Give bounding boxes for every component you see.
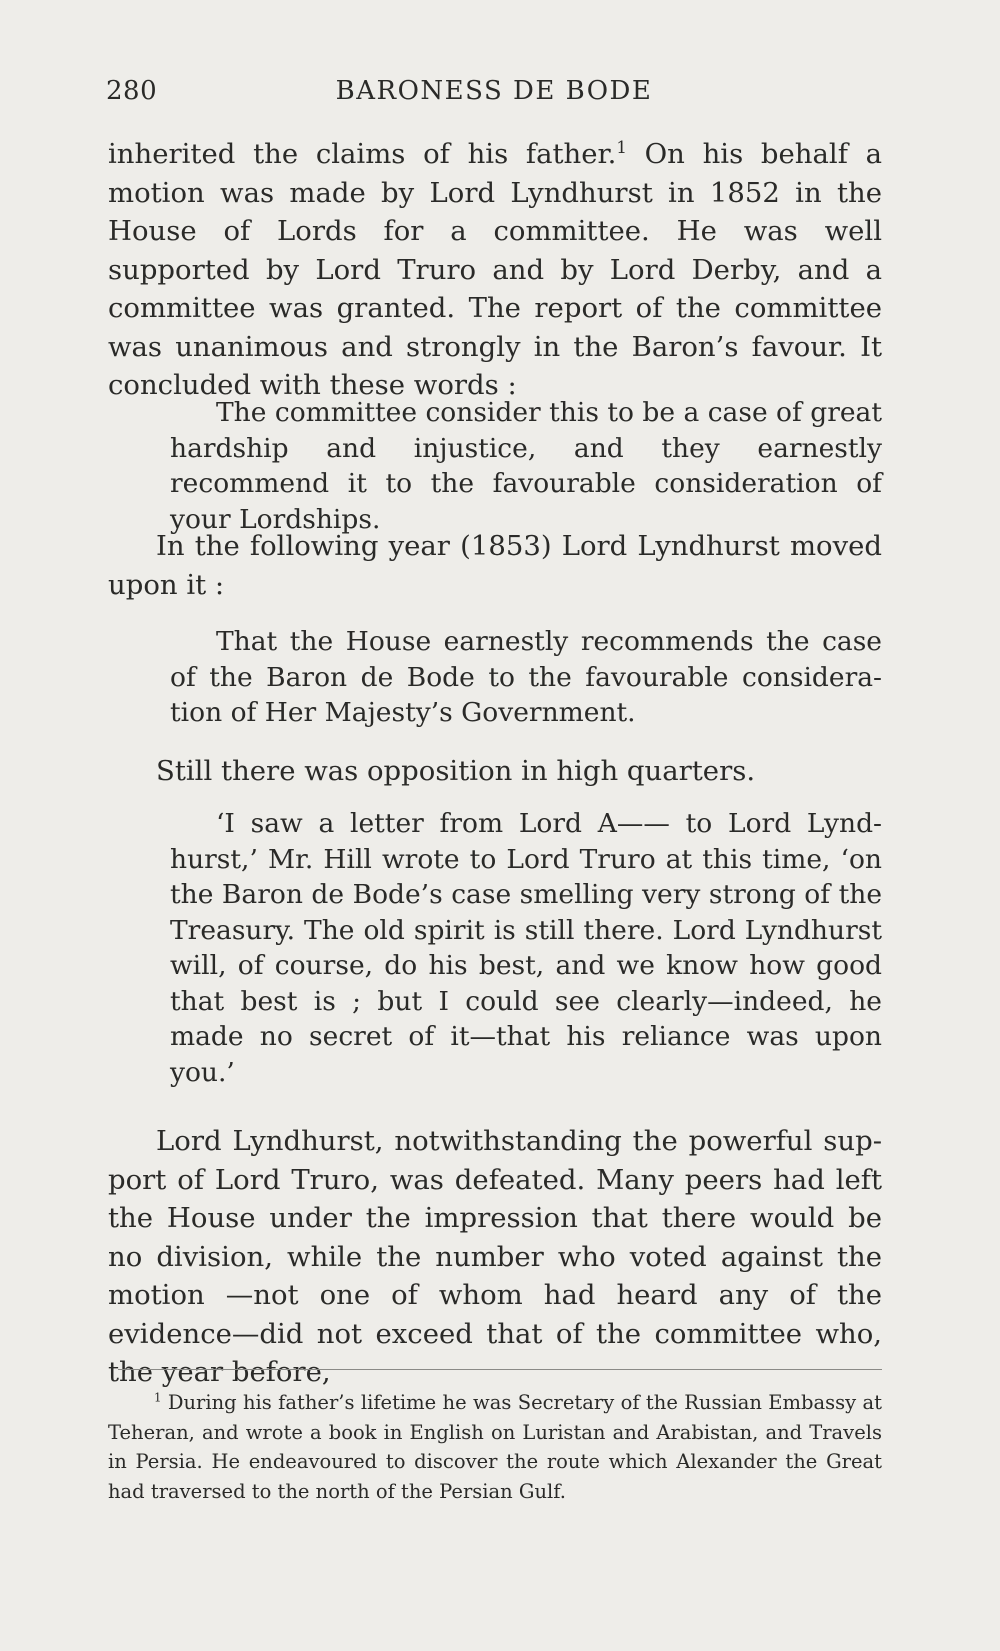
footnote-text: During his father’s lifetime he was Secretary of the Russian Embassy at Teheran, and wrote a book in English on Luristan and Arabistan, and Travels in Persia. He endeavoured to discover the route which Alexander the Great had traversed to the north of the Persian Gulf.	[108, 1391, 882, 1503]
paragraph-3: Still there was opposition in high quarters.	[156, 755, 756, 787]
paragraph-2: In the following year (1853) Lord Lyndhurst moved upon it :	[108, 530, 882, 601]
page-number: 280	[106, 76, 158, 106]
footnote-reference: 1	[616, 137, 627, 157]
paragraph-1-text-end: On his behalf a motion was made by Lord Lyndhurst in 1852 in the House of Lords for a committee. He was well supported by Lord Truro and by Lord Derby, and a committee was granted. The report of the committee was unanimous and strongly in the Baron’s favour. It concluded with these words :	[108, 138, 882, 401]
paragraph-1-text-start: inherited the claims of his father.	[108, 138, 617, 170]
block-quote-letter: ‘I saw a letter from Lord A—— to Lord Lynd-hurst,’ Mr. Hill wrote to Lord Truro at this time, ‘on the Baron de Bode’s case smelling very strong of the Treasury. The old spirit is still there. Lord Lyndhurst will, of course, do his best, and we know how good that best is ; but I could see clearly—indeed, he made no secret of it—that his reliance was upon you.’	[170, 808, 882, 1088]
running-title: BARONESS DE BODE	[335, 76, 653, 106]
footnote-marker: 1	[154, 1390, 162, 1405]
block-quote-committee: The committee consider this to be a case of great hardship and injustice, and they earnestly recommend it to the favourable consideration of your Lordships.	[170, 397, 882, 535]
paragraph-1	[108, 135, 882, 405]
footnote	[108, 1388, 882, 1506]
paragraph-4: Lord Lyndhurst, notwithstanding the powerful sup-port of Lord Truro, was defeated. Many peers had left the House under the impression that there would be no division, while the number who voted against the motion —not one of whom had heard any of the evidence—did not exceed that of the committee who, the year before,	[108, 1125, 882, 1388]
block-quote-motion: That the House earnestly recommends the case of the Baron de Bode to the favourable considera-tion of Her Majesty’s Government.	[170, 626, 882, 728]
footnote-separator	[118, 1369, 882, 1370]
running-head	[106, 76, 882, 116]
